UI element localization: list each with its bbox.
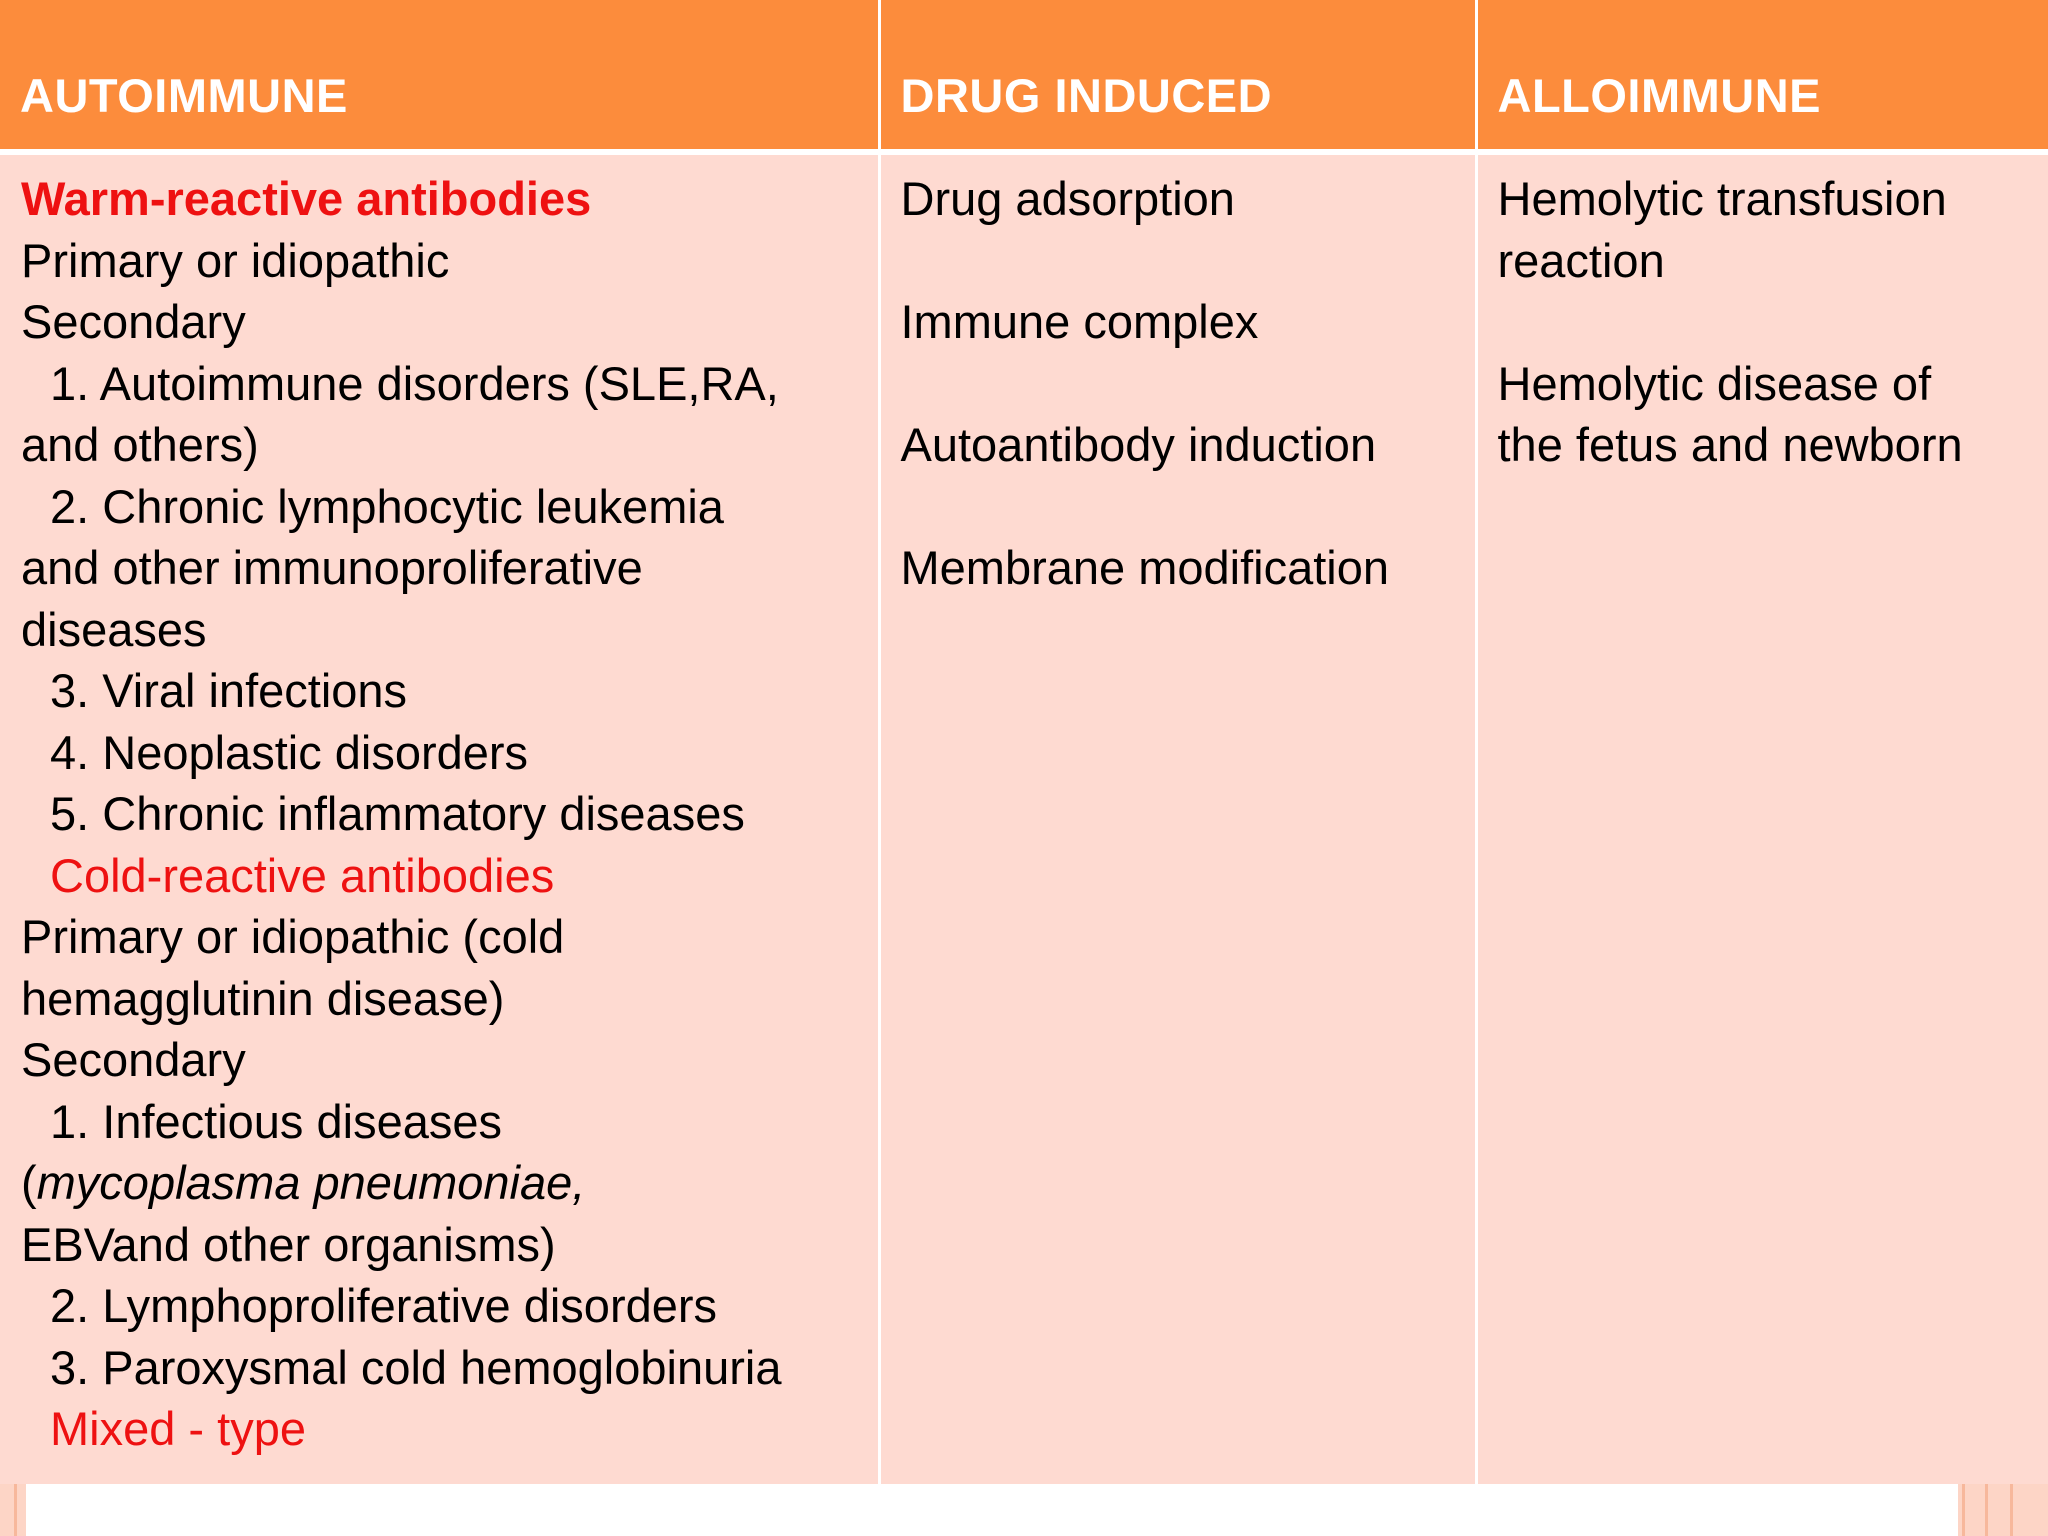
warm-item-1b: and others) [21,418,259,471]
header-drug-induced: DRUG INDUCED [879,0,1476,152]
autoimmune-cell [0,152,879,1484]
mixed-type-heading: Mixed - type [50,1402,306,1455]
right-decor-bar [1958,1484,2048,1536]
cold-item-2: 2. Lymphoproliferative disorders [50,1279,718,1332]
warm-primary: Primary or idiopathic [21,233,450,287]
warm-item-5: 5. Chronic inflammatory diseases [50,787,745,840]
drug-gap-2 [901,353,1455,415]
header-autoimmune: AUTOIMMUNE [0,0,879,152]
header-row [0,0,2048,152]
cold-item-1c: EBVand other organisms) [21,1217,556,1271]
cold-item-1b-italic: mycoplasma pneumoniae, [36,1156,586,1209]
drug-item-1: Drug adsorption [900,172,1235,225]
content-row [0,152,2048,1484]
cold-item-1b [21,1152,868,1214]
right-decor-line-1 [1962,1484,1965,1536]
drug-item-4: Membrane modification [900,541,1389,594]
warm-item-3: 3. Viral infections [50,664,408,717]
drug-induced-cell [879,152,1476,1484]
cold-reactive-heading: Cold-reactive antibodies [50,848,555,902]
right-decor-line-3 [2010,1484,2013,1536]
allo-gap [1498,291,2029,353]
drug-gap-3 [901,476,1455,538]
cold-secondary: Secondary [21,1033,246,1086]
left-decor-bar [0,1484,26,1536]
drug-item-2: Immune complex [900,295,1259,348]
cold-primary-b: hemagglutinin disease) [21,971,505,1025]
warm-item-2c: diseases [21,602,207,656]
right-decor-line-2 [1985,1484,1988,1536]
alloimmune-cell [1476,152,2048,1484]
cold-item-1a: 1. Infectious diseases [50,1094,502,1148]
cold-item-1b-paren: ( [21,1156,37,1209]
allo-item-1a: Hemolytic transfusion [1497,172,1947,225]
drug-item-3: Autoantibody induction [900,418,1377,471]
warm-reactive-heading: Warm-reactive antibodies [21,172,592,225]
warm-item-1a: 1. Autoimmune disorders (SLE,RA, [50,356,779,410]
left-decor-line [14,1484,17,1536]
allo-item-2a: Hemolytic disease of [1497,356,1932,410]
allo-item-2b: the fetus and newborn [1497,418,1963,471]
warm-item-2b: and other immunoproliferative [21,541,643,594]
warm-secondary: Secondary [21,295,246,348]
cold-primary-a: Primary or idiopathic (cold [21,910,565,963]
header-alloimmune: ALLOIMMUNE [1476,0,2048,152]
warm-item-4: 4. Neoplastic disorders [50,725,529,779]
drug-gap-1 [901,230,1455,292]
warm-item-2a: 2. Chronic lymphocytic leukemia [50,479,724,533]
allo-item-1b: reaction [1497,233,1665,287]
cold-item-3: 3. Paroxysmal cold hemoglobinuria [50,1340,782,1394]
